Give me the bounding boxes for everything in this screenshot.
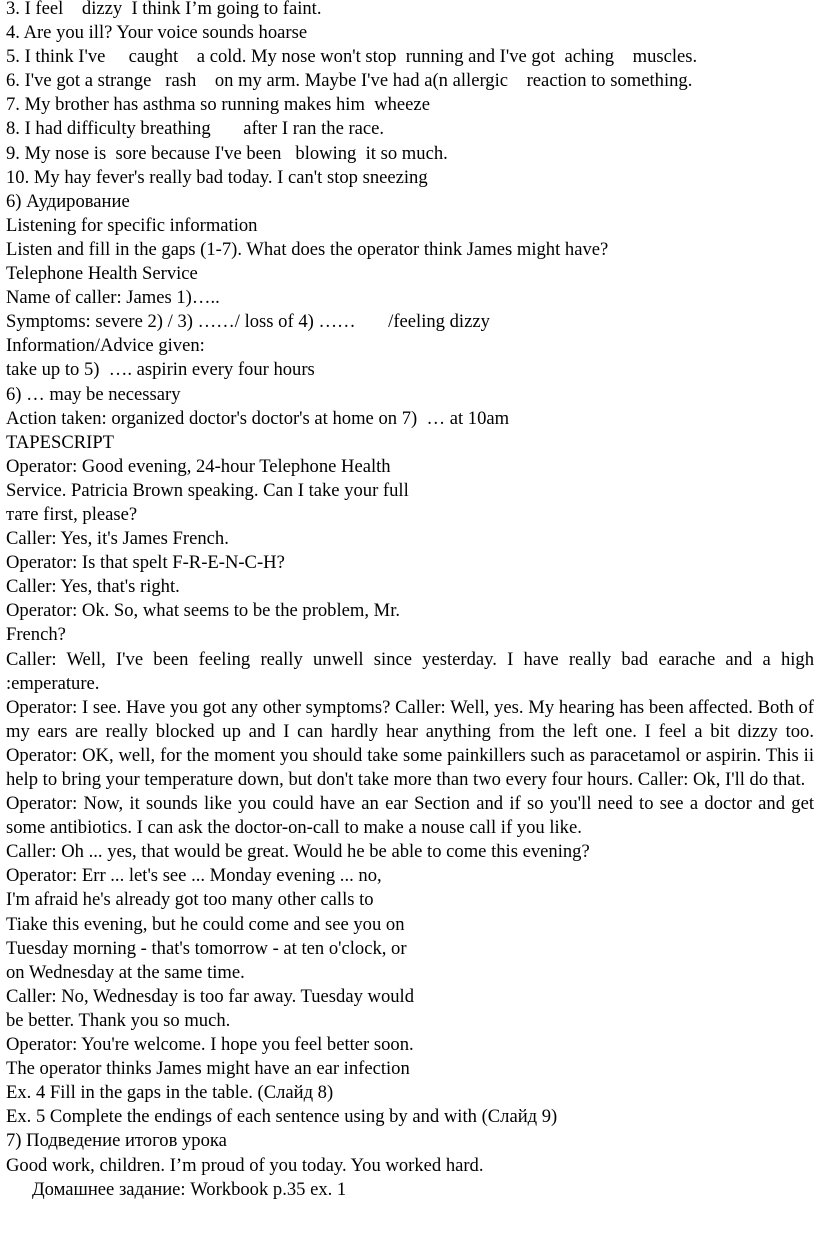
text-line: I'm afraid he's already got too many other calls to: [6, 889, 374, 911]
paragraph: Operator: I see. Have you got any other symptoms? Caller: Well, yes. My hearing has been affected. Both of my ears are really blocked up and I can hardly hear anything from the left one. I feel a bit dizzy too. Operator: OK, well, for the moment you should take some painkillers such as paracetamol or aspirin. This ii help to bring your temperature down, but don't take more than two every four hours. Caller: Ok, I'll do that.: [6, 696, 814, 790]
text-line: Information/Advice given:: [6, 335, 205, 357]
section-heading: 7) Подведение итогов урока: [6, 1130, 227, 1152]
text-line: Service. Patricia Brown speaking. Can I take your full: [6, 479, 409, 501]
text-line: Tuesday morning - that's tomorrow - at ten o'clock, or: [6, 937, 407, 959]
text-line: Caller: Yes, it's James French.: [6, 528, 229, 550]
exercise-line: Ex. 5 Complete the endings of each sentence using by and with (Слайд 9): [6, 1106, 558, 1128]
text-line: on Wednesday at the same time.: [6, 961, 245, 983]
text-line: be better. Thank you so much.: [6, 1009, 231, 1031]
text-line: 3. I feel dizzy I think I’m going to faint.: [6, 0, 322, 19]
text-line: Symptoms: severe 2) / 3) ……/ loss of 4) …… /feeling dizzy: [6, 311, 490, 333]
text-line: 6) … may be necessary: [6, 383, 181, 405]
text-line: Listening for specific information: [6, 214, 258, 236]
paragraph: Caller: Well, I've been feeling really unwell since yesterday. I have really bad earache and a high :emperature.: [6, 648, 814, 694]
text-line: take up to 5) …. aspirin every four hours: [6, 359, 315, 381]
text-line: Listen and fill in the gaps (1-7). What does the operator think James might have?: [6, 238, 609, 260]
text-line: 8. I had difficulty breathing after I ran the race.: [6, 118, 385, 140]
text-line: 10. My hay fever's really bad today. I can't stop sneezing: [6, 166, 428, 188]
text-line: 4. Are you ill? Your voice sounds hoarse: [6, 22, 308, 44]
homework-line: Домашнее задание: Workbook p.35 ex. 1: [32, 1178, 347, 1200]
text-line: Good work, children. I’m proud of you today. You worked hard.: [6, 1154, 484, 1176]
text-line: Tiake this evening, but he could come and see you on: [6, 913, 405, 935]
text-line: Operator: You're welcome. I hope you feel better soon.: [6, 1034, 414, 1056]
text-line: Caller: Yes, that's right.: [6, 576, 180, 598]
text-line: Caller: Oh ... yes, that would be great. Would he be able to come this evening?: [6, 841, 590, 863]
text-line: 7. My brother has asthma so running makes him wheeze: [6, 94, 430, 116]
text-line: French?: [6, 624, 66, 646]
tapescript-heading: TAPESCRIPT: [6, 431, 115, 453]
text-line: 6. I've got a strange rash on my arm. Maybe I've had a(n allergic reaction to something.: [6, 70, 693, 92]
section-heading: 6) Аудирование: [6, 190, 130, 212]
document-page: [6, 0, 814, 1202]
text-line: Name of caller: James 1)…..: [6, 287, 220, 309]
text-line: Caller: No, Wednesday is too far away. Tuesday would: [6, 985, 415, 1007]
text-line: Operator: Good evening, 24-hour Telephone Health: [6, 455, 391, 477]
paragraph: Operator: Now, it sounds like you could have an ear Section and if so you'll need to see a doctor and get some antibiotics. I can ask the doctor-on-call to make a nouse call if you like.: [6, 793, 814, 839]
text-line: Operator: Is that spelt F-R-E-N-C-H?: [6, 552, 285, 574]
text-line: The operator thinks James might have an ear infection: [6, 1058, 410, 1080]
text-line: Operator: Ok. So, what seems to be the problem, Mr.: [6, 600, 401, 622]
text-line: тате first, please?: [6, 503, 138, 525]
text-line: 5. I think I've caught a cold. My nose won't stop running and I've got aching muscles.: [6, 46, 698, 68]
text-line: 9. My nose is sore because I've been blowing it so much.: [6, 142, 448, 164]
text-line: Operator: Err ... let's see ... Monday evening ... no,: [6, 865, 382, 887]
exercise-line: Ex. 4 Fill in the gaps in the table. (Слайд 8): [6, 1082, 334, 1104]
text-line: Action taken: organized doctor's doctor's at home on 7) … at 10am: [6, 407, 510, 429]
text-line: Telephone Health Service: [6, 263, 198, 285]
